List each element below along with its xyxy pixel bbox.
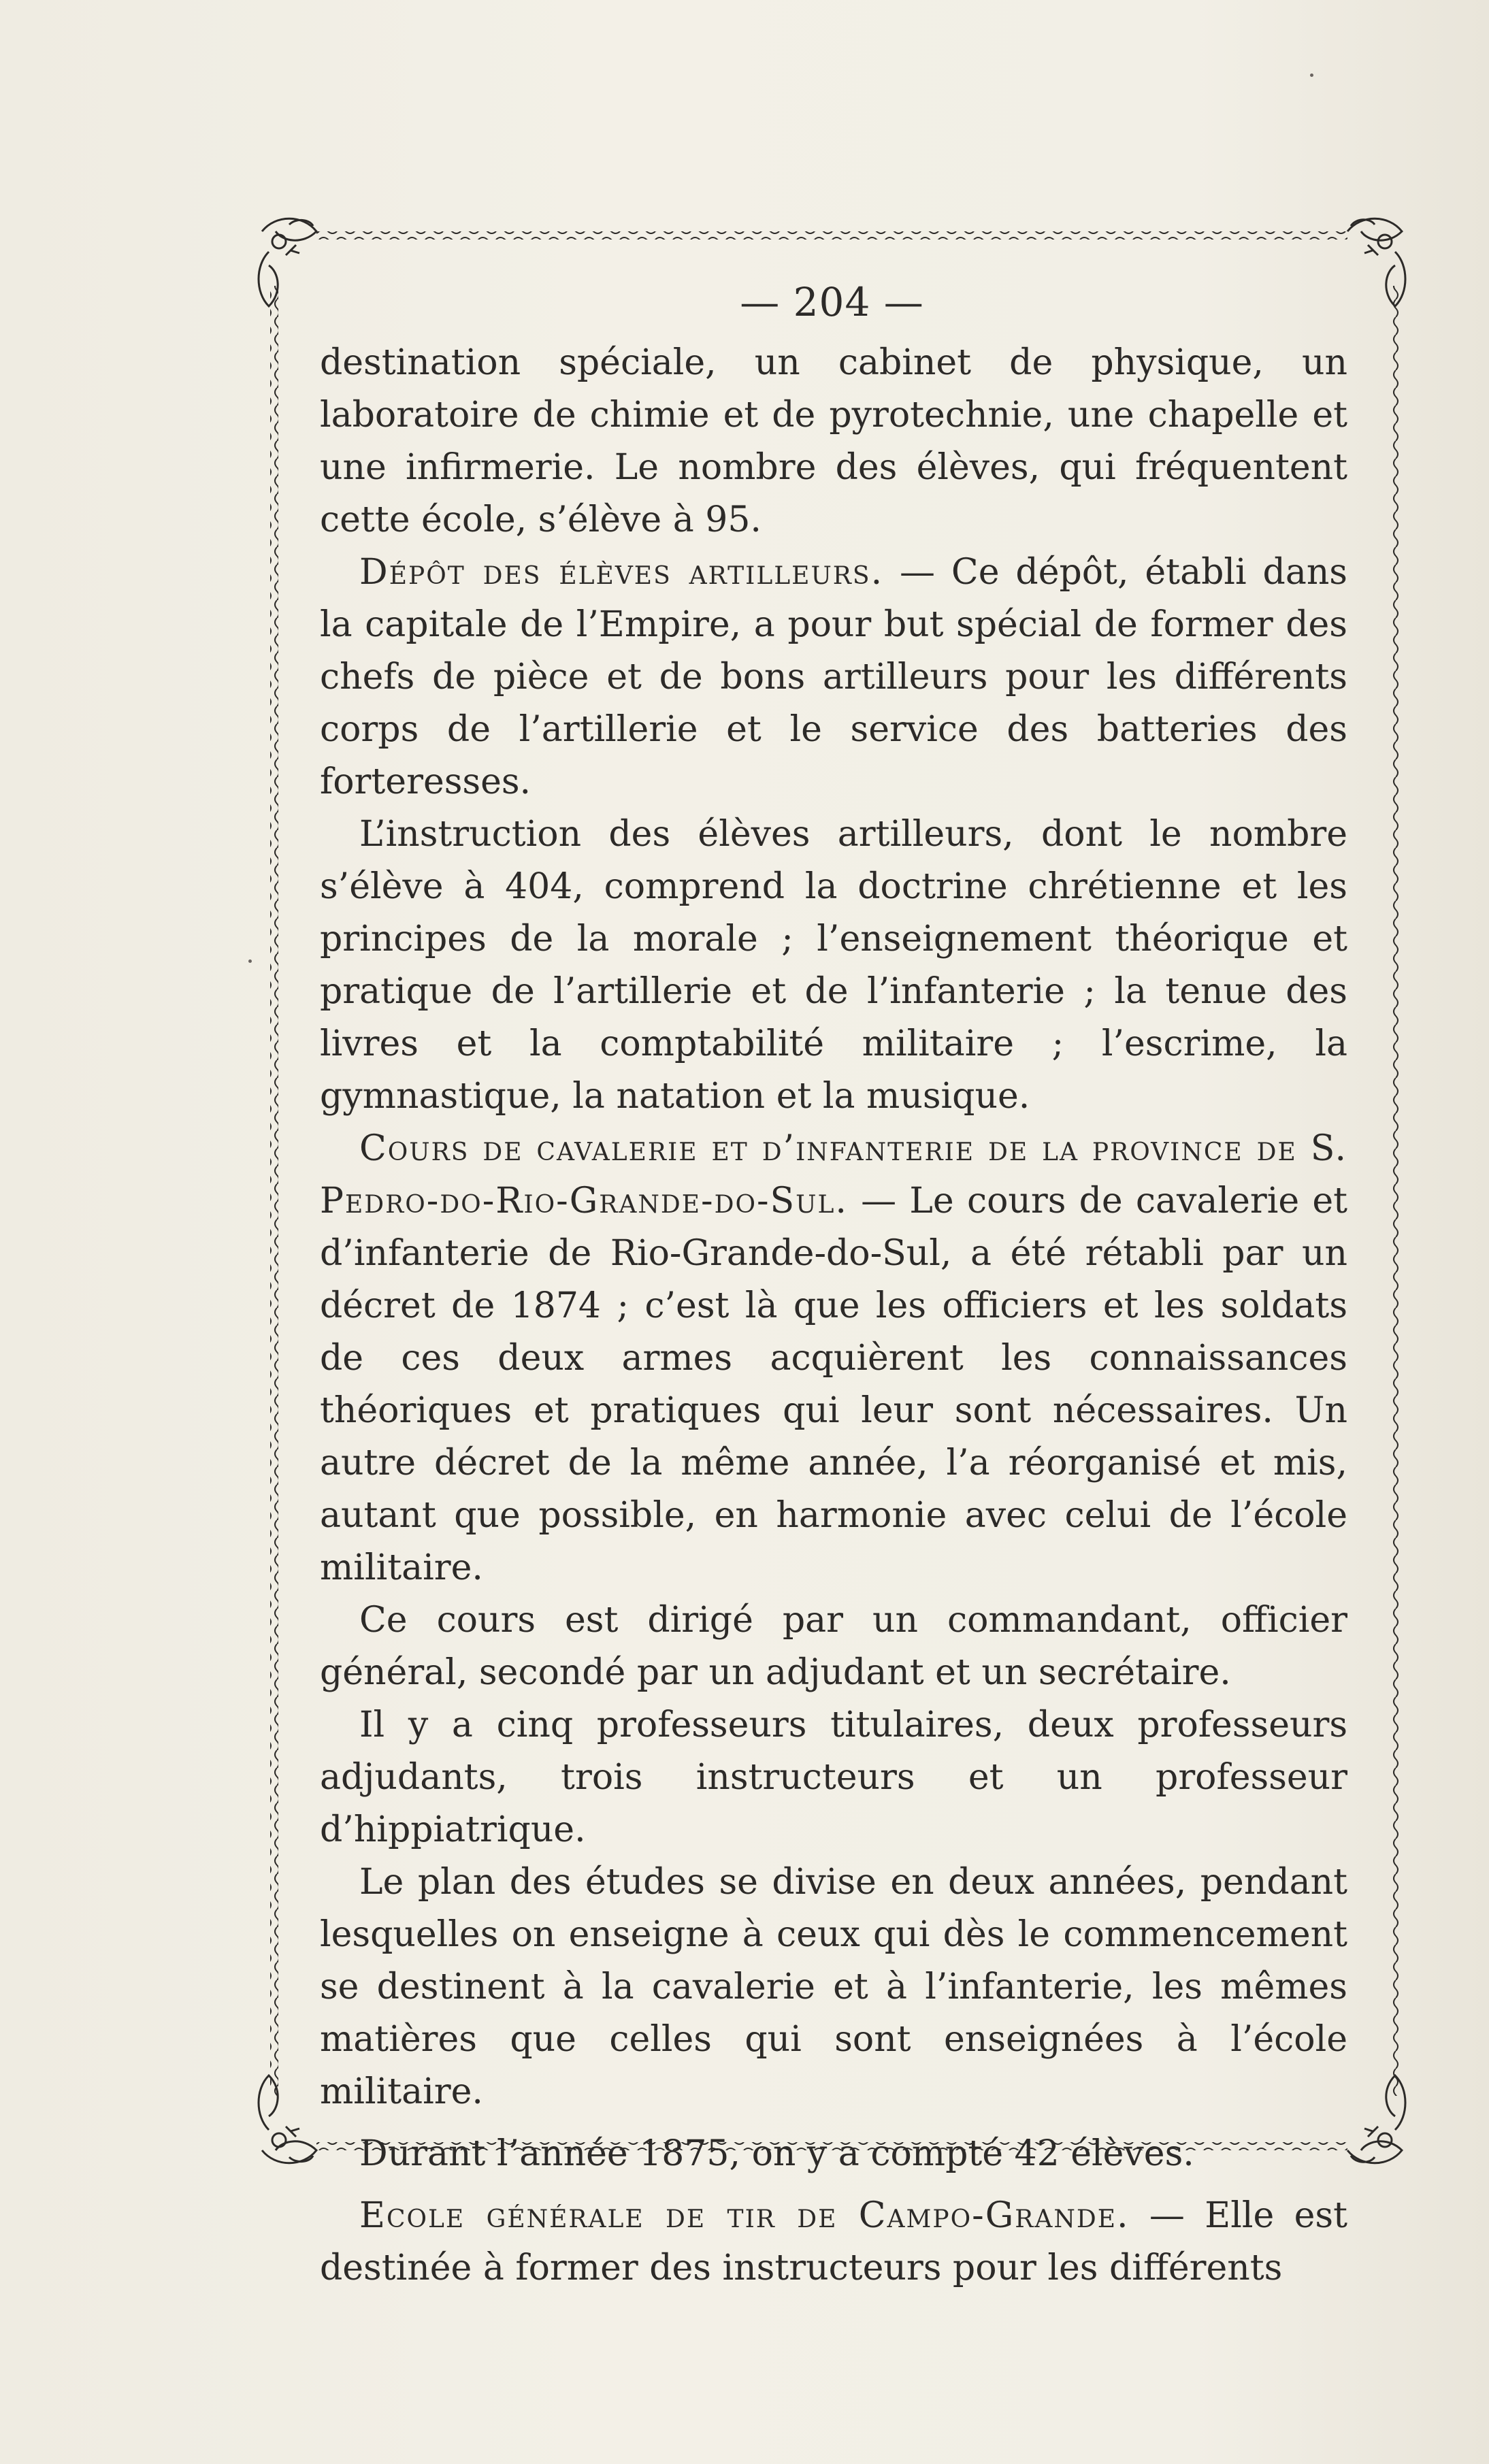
paragraph-text: — Elle est destinée à former des instructeurs pour les différents [320,2195,1347,2288]
left-wavy-rule [270,286,278,2096]
paragraph-text: Durant l’année 1875, on y a compté 42 élèves. [359,2133,1194,2174]
paragraph-continuation [320,337,1347,546]
paragraph-text: destination spéciale, un cabinet de physique, un laboratoire de chimie et de pyrotechnie, une chapelle et une infirmerie. Le nombre des élèves, qui fréquentent cette école, s’élève à 95. [320,342,1347,540]
paragraph-instruction-artilleurs [320,808,1347,1123]
speck [1310,73,1313,77]
paragraph-direction-cours [320,1594,1347,1699]
body-text [320,337,1347,2295]
section-heading: Ecole générale de tir de Campo-Grande. [359,2195,1130,2236]
corner-ornament-bottom-left [259,2075,316,2163]
paragraph-annee-1875 [320,2128,1347,2180]
top-wavy-rule [316,231,1347,240]
paragraph-text: Il y a cinq professeurs titulaires, deux professeurs adjudants, trois instructeurs et un professeur d’hippiatrique. [320,1705,1347,1850]
paragraph-text: L’instruction des élèves artilleurs, dont le nombre s’élève à 404, comprend la doctrine chrétienne et les principes de la morale ; l’enseignement théorique et pratique de l’artillerie et de l’infanterie ; la tenue des livres et la comptabilité militaire ; l’escrime, la gymnastique, la natation et la musique. [320,814,1347,1117]
ornamental-frame [248,211,1416,2288]
paragraph-text: Ce cours est dirigé par un commandant, officier général, secondé par un adjudant et un secrétaire. [320,1600,1347,1693]
paragraph-text: Le plan des études se divise en deux années, pendant lesquelles on enseigne à ceux qui dès le commencement se destinent à la cavalerie et à l’infanterie, les mêmes matières que celles qui sont enseignées à l’école militaire. [320,1862,1347,2112]
paragraph-depot-eleves-artilleurs [320,546,1347,808]
right-wavy-rule [1392,286,1400,2096]
paragraph-text: — Le cours de cavalerie et d’infanterie de Rio-Grande-do-Sul, a été rétabli par un décret de 1874 ; c’est là que les officiers et les soldats de ces deux armes acquièrent les connaissances théoriques et pratiques qui leur sont nécessaires. Un autre décret de la même année, l’a réorganisé et mis, autant que possible, en harmonie avec celui de l’école militaire. [320,1181,1347,1588]
paragraph-cours-cavalerie [320,1123,1347,1594]
section-heading: Cours de cavalerie et d’infanterie de la province de S. Pedro-do-Rio-Grande-do-Sul. [320,1128,1348,1221]
paragraph-plan-etudes [320,1856,1347,2118]
paragraph-ecole-tir [320,2190,1347,2295]
paragraph-text: — Ce dépôt, établi dans la capitale de l’Empire, a pour but spécial de former des chefs de pièce et de bons artilleurs pour les différents corps de l’artillerie et le service des batteries des forteresses. [320,552,1347,802]
section-heading: Dépôt des élèves artilleurs. [359,552,884,593]
paragraph-professeurs [320,1699,1347,1856]
page-number: — 204 — [740,279,924,325]
